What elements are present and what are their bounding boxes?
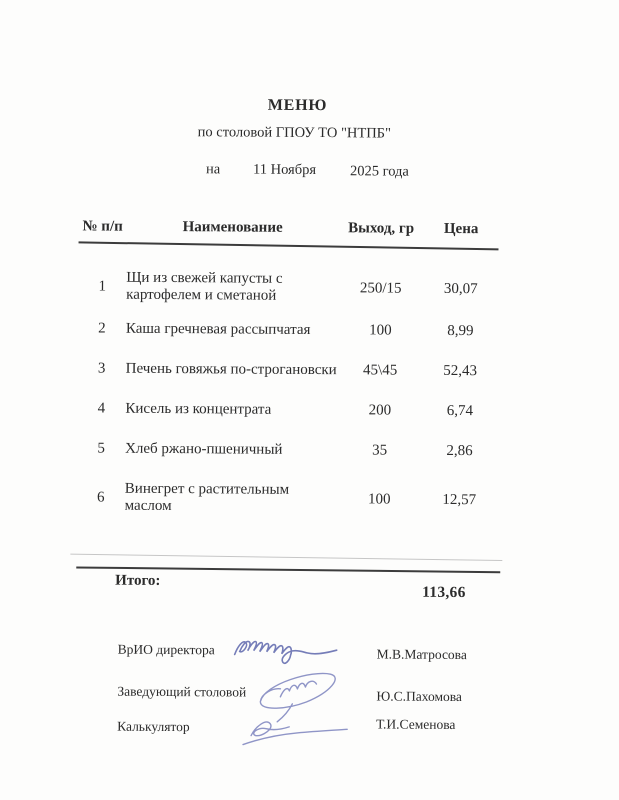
header-divider-line xyxy=(79,241,499,250)
row-price: 12,57 xyxy=(442,491,477,508)
row-price: 2,86 xyxy=(446,442,473,460)
row-name: Каша гречневая рассыпчатая xyxy=(125,320,311,339)
date-year: 2025 года xyxy=(349,163,409,180)
director-signature-scribble xyxy=(231,627,341,670)
signature-name-director: М.В.Матросова xyxy=(376,646,467,663)
row-num: 4 xyxy=(97,400,106,417)
table-body xyxy=(76,250,498,553)
row-num: 3 xyxy=(97,360,106,377)
row-name: Печень говяжья по-строгановски xyxy=(125,360,337,379)
document-subtitle: по столовой ГПОУ ТО "НТПБ" xyxy=(197,124,392,142)
table-row xyxy=(78,320,498,340)
signature-name-calculator: Т.И.Семенова xyxy=(376,716,456,733)
row-name: Винегрет с растительным маслом xyxy=(124,480,290,515)
total-label: Итого: xyxy=(115,572,161,589)
header-num: № п/п xyxy=(82,218,123,235)
row-price: 6,74 xyxy=(446,402,474,420)
row-num: 6 xyxy=(96,489,105,506)
document-title: МЕНЮ xyxy=(267,96,328,115)
row-output: 100 xyxy=(369,322,392,339)
signature-role-canteen-manager: Заведующий столовой xyxy=(117,683,247,700)
table-header-row xyxy=(79,218,499,238)
row-num: 1 xyxy=(98,278,107,295)
total-divider-faint-line xyxy=(70,554,502,561)
row-output: 35 xyxy=(372,442,388,459)
row-price: 52,43 xyxy=(443,362,478,380)
calculator-signature-scribble xyxy=(239,708,351,753)
table-row xyxy=(77,440,497,460)
signature-role-director: ВрИО директора xyxy=(117,641,215,658)
row-output: 45\45 xyxy=(363,362,398,379)
table-row xyxy=(78,264,498,311)
table-row xyxy=(77,480,497,517)
signature-role-calculator: Калькулятор xyxy=(117,718,190,735)
header-name: Наименование xyxy=(182,219,283,236)
row-price: 30,07 xyxy=(443,280,478,297)
row-output: 200 xyxy=(368,402,392,419)
signature-name-canteen-manager: Ю.С.Пахомова xyxy=(376,688,463,705)
table-row xyxy=(77,400,497,420)
row-name: Кисель из концентрата xyxy=(125,400,272,418)
row-name: Хлеб ржано-пшеничный xyxy=(125,440,283,458)
total-value: 113,66 xyxy=(422,583,466,602)
row-num: 2 xyxy=(98,320,106,337)
header-output: Выход, гр xyxy=(348,220,415,237)
row-name: Щи из свежей капусты с картофелем и сметаной xyxy=(126,269,283,304)
row-num: 5 xyxy=(97,440,105,457)
date-prefix: на xyxy=(205,161,221,178)
row-output: 250/15 xyxy=(359,279,402,297)
header-price: Цена xyxy=(443,220,479,238)
row-price: 8,99 xyxy=(447,322,474,340)
table-row xyxy=(78,360,498,380)
row-output: 100 xyxy=(367,490,391,508)
date-day: 11 Ноября xyxy=(252,161,317,179)
